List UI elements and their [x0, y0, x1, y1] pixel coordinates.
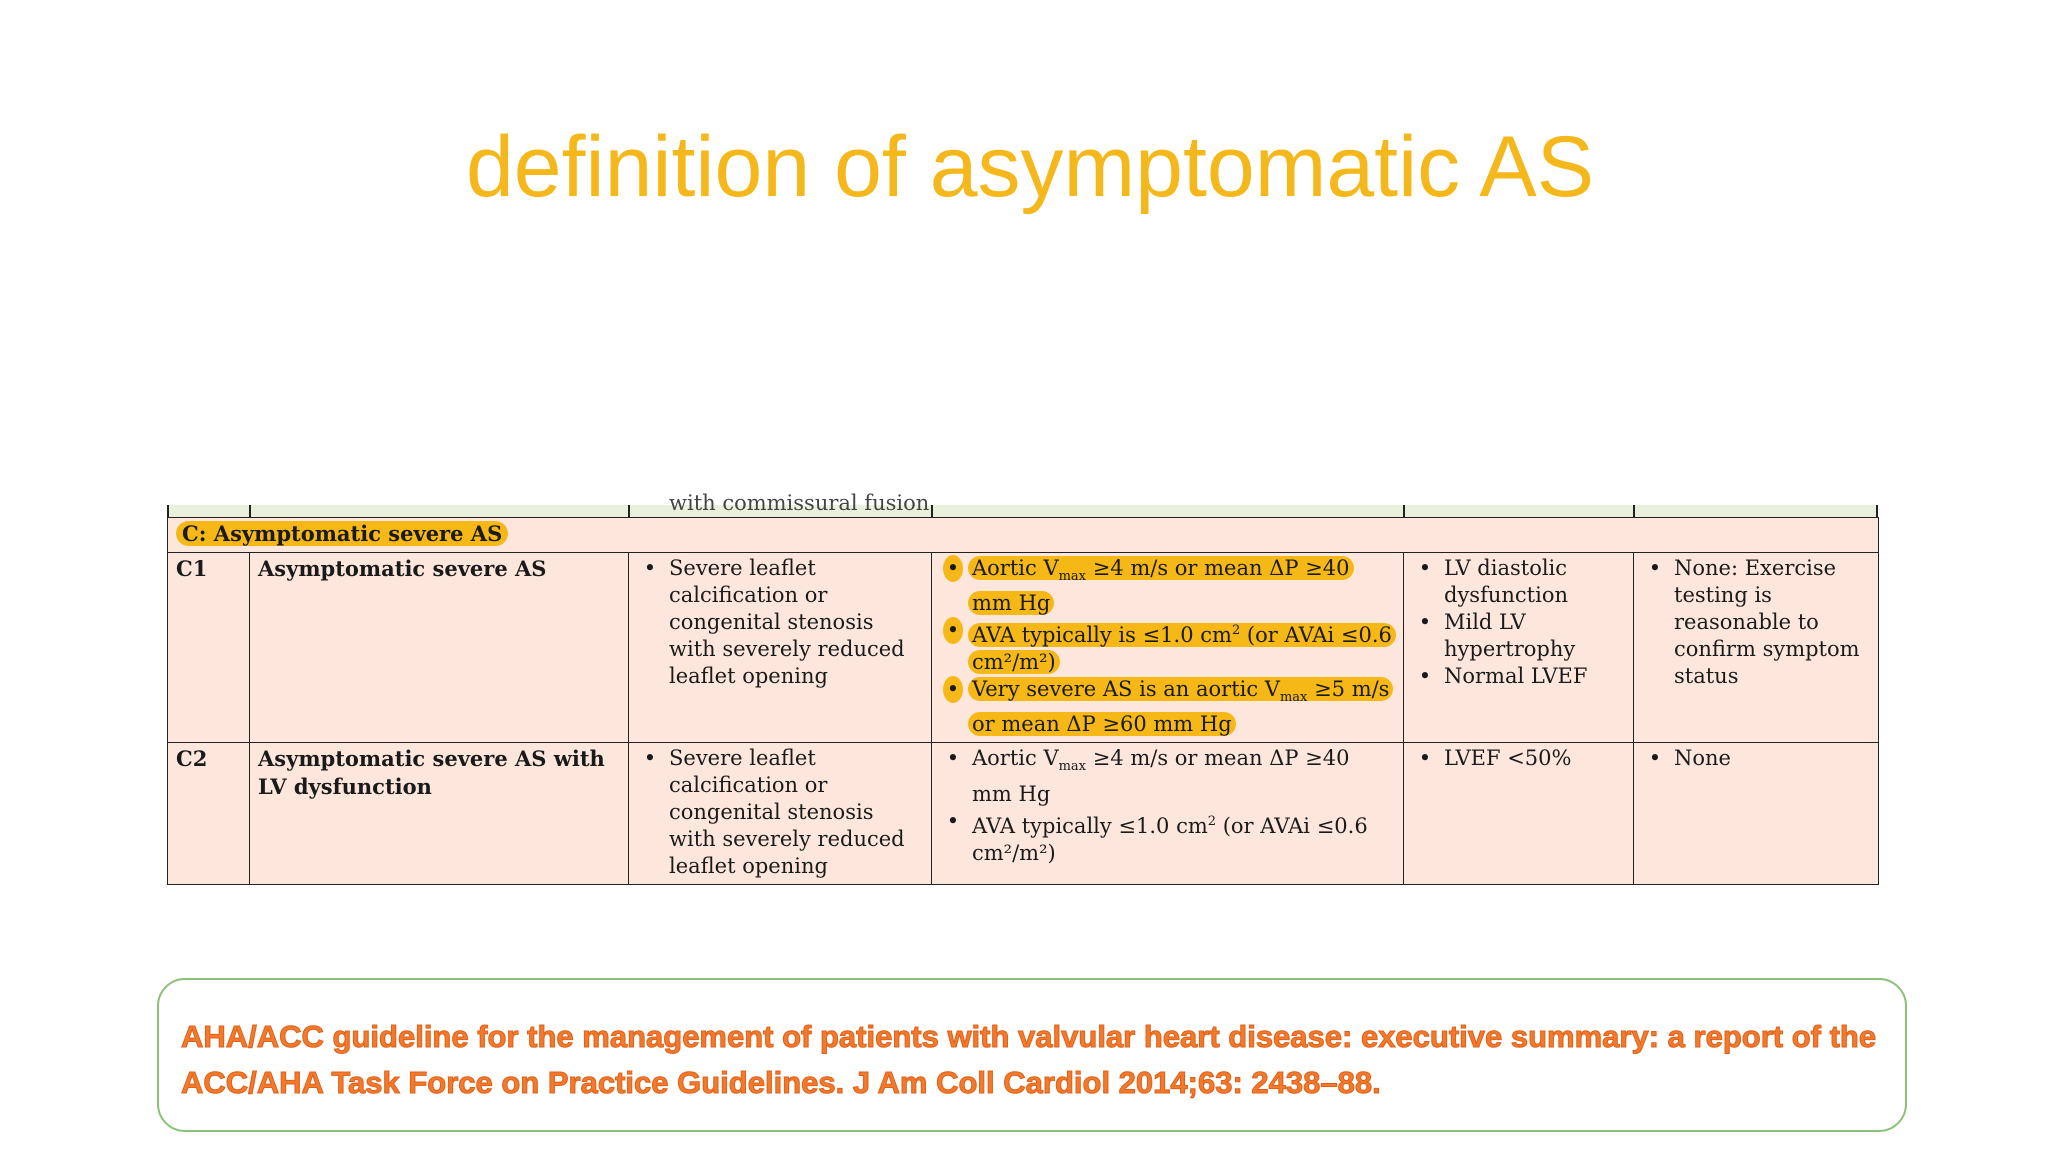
list-item [940, 745, 1395, 807]
bullet-icon: • [1418, 556, 1432, 580]
column-divider [1633, 505, 1635, 517]
hemodynamic-consequences-text: LVEF <50% [1444, 746, 1572, 771]
stage-row [168, 743, 1879, 885]
list-item [637, 555, 923, 690]
column-divider [931, 505, 933, 517]
text-part: ≥5 m/s or mean ΔP ≥60 mm Hg [972, 677, 1390, 737]
hemodynamics-text [968, 623, 1396, 674]
valve-anatomy-cell [629, 743, 932, 885]
valve-hemodynamics-list [940, 555, 1395, 738]
list-item [1642, 745, 1870, 772]
hemodynamic-consequences-list [1412, 555, 1625, 690]
symptoms-cell [1634, 553, 1879, 743]
list-item [1412, 609, 1625, 663]
hemodynamic-consequences-text: LV diastolic dysfunction [1444, 556, 1568, 607]
staging-table [167, 491, 1878, 879]
bullet-icon: • [943, 676, 963, 703]
text-part: AVA typically is ≤1.0 cm [972, 623, 1232, 648]
bullet-icon: • [946, 808, 960, 833]
valve-hemodynamics-cell [932, 743, 1404, 885]
hemodynamics-text [968, 677, 1393, 736]
section-header-cell [168, 518, 1879, 553]
text-part: Aortic V [972, 556, 1059, 580]
previous-row-cut-text: with commissural fusion [669, 491, 930, 515]
text-part: AVA typically ≤1.0 cm [972, 813, 1208, 838]
valve-anatomy-cell [629, 553, 932, 743]
text-part: (or AVAi ≤0.6 cm²/m²) [972, 623, 1392, 675]
stage-description-cell [250, 743, 629, 885]
symptoms-text: None: Exercise testing is reasonable to confirm symptom status [1674, 556, 1860, 688]
symptoms-list [1642, 745, 1870, 772]
valve-anatomy-text: Severe leaflet calcification or congenital stenosis with severely reduced leaflet opening [669, 746, 905, 879]
bullet-icon: • [943, 555, 963, 582]
column-divider [167, 505, 169, 517]
list-item [940, 617, 1395, 676]
list-item [1412, 663, 1625, 690]
subscript: max [1058, 569, 1087, 585]
text-part: Aortic V [972, 746, 1059, 771]
column-divider [628, 505, 630, 517]
stage-description: Asymptomatic severe AS with LV dysfunction [258, 746, 605, 800]
bullet-icon: • [946, 746, 960, 771]
valve-anatomy-list [637, 555, 923, 690]
text-part: ≥4 m/s or mean ΔP ≥40 mm Hg [972, 746, 1350, 806]
superscript: 2 [1231, 623, 1241, 639]
symptoms-text: None [1674, 746, 1731, 771]
bullet-icon: • [643, 746, 657, 771]
bullet-icon: • [1648, 556, 1662, 580]
hemodynamic-consequences-list [1412, 745, 1625, 772]
list-item [940, 808, 1395, 867]
reference-box [157, 978, 1907, 1132]
text-part: ≥4 m/s or mean ΔP ≥40 mm Hg [972, 556, 1350, 616]
subscript: max [1279, 690, 1308, 706]
hemodynamic-consequences-cell [1404, 743, 1634, 885]
section-header-row [168, 518, 1879, 553]
list-item [940, 555, 1395, 617]
bullet-icon: • [1648, 746, 1662, 771]
superscript: 2 [1207, 813, 1217, 829]
hemodynamic-consequences-text: Mild LV hypertrophy [1444, 610, 1576, 661]
column-divider [249, 505, 251, 517]
symptoms-list [1642, 555, 1870, 690]
subscript: max [1058, 759, 1087, 775]
bullet-icon: • [943, 617, 963, 644]
section-label: C: Asymptomatic severe AS [176, 521, 508, 546]
bullet-icon: • [643, 556, 657, 580]
text-part: Very severe AS is an aortic V [972, 677, 1280, 702]
bullet-icon: • [1418, 610, 1432, 634]
stage-description-cell [250, 553, 629, 743]
stage-row [168, 553, 1879, 743]
symptoms-cell [1634, 743, 1879, 885]
list-item [1642, 555, 1870, 690]
stage-table-body [167, 517, 1879, 885]
stage-id: C1 [176, 556, 208, 581]
valve-hemodynamics-cell [932, 553, 1404, 743]
list-item [940, 676, 1395, 738]
hemodynamic-consequences-text: Normal LVEF [1444, 664, 1588, 688]
hemodynamics-text [968, 556, 1354, 615]
valve-anatomy-text: Severe leaflet calcification or congenital stenosis with severely reduced leaflet opening [669, 556, 905, 688]
reference-citation: AHA/ACC guideline for the management of patients with valvular heart disease: executive summary: a report of the ACC/AHA Task Force on Practice Guidelines. J Am Coll Cardiol 2014;63: 2438–88. [181, 1019, 1877, 1100]
list-item [1412, 555, 1625, 609]
bullet-icon: • [1418, 746, 1432, 771]
stage-id-cell [168, 743, 250, 885]
list-item [637, 745, 923, 880]
hemodynamics-text [972, 814, 1368, 865]
text-part: (or AVAi ≤0.6 cm²/m²) [972, 813, 1368, 865]
valve-hemodynamics-list [940, 745, 1395, 866]
bullet-icon: • [1418, 664, 1432, 688]
list-item [1412, 745, 1625, 772]
hemodynamic-consequences-cell [1404, 553, 1634, 743]
stage-description: Asymptomatic severe AS [258, 556, 547, 581]
slide-title: definition of asymptomatic AS [465, 119, 1595, 215]
column-divider [1403, 505, 1405, 517]
hemodynamics-text [972, 746, 1350, 805]
stage-id-cell [168, 553, 250, 743]
stage-id: C2 [176, 746, 208, 772]
valve-anatomy-list [637, 745, 923, 880]
column-divider [1876, 505, 1878, 517]
